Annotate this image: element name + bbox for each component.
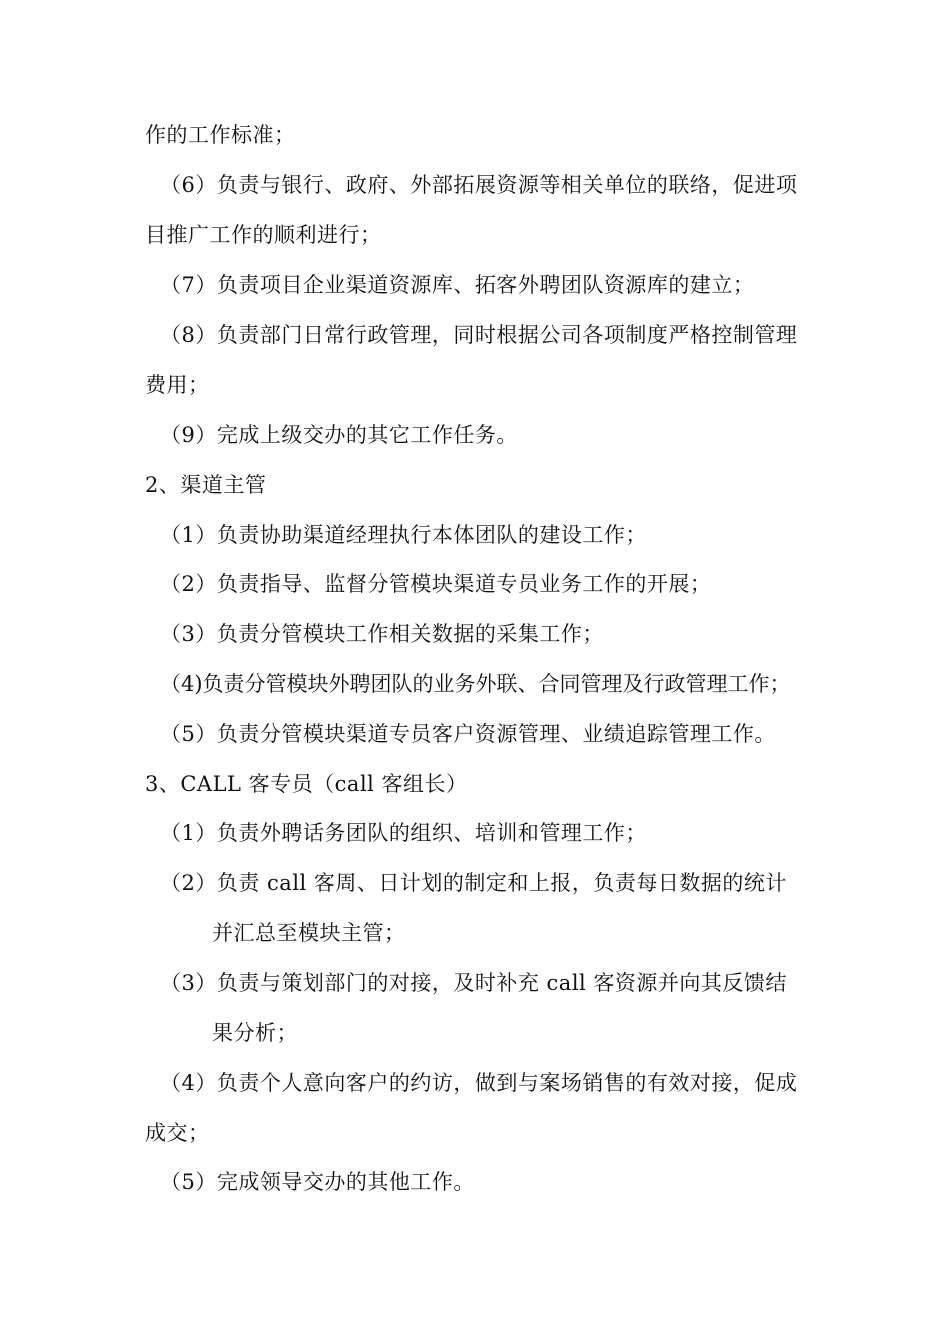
- text-line: （2）负责 call 客周、日计划的制定和上报，负责每日数据的统计: [160, 871, 787, 895]
- section-heading: 2、渠道主管: [145, 473, 267, 497]
- text-line: （4)负责分管模块外聘团队的业务外联、合同管理及行政管理工作；: [160, 672, 791, 696]
- text-line: （3）负责分管模块工作相关数据的采集工作；: [160, 622, 604, 646]
- text-line: 并汇总至模块主管；: [212, 921, 406, 945]
- text-line: （4）负责个人意向客户的约访，做到与案场销售的有效对接，促成: [160, 1071, 798, 1095]
- text-line: （7）负责项目企业渠道资源库、拓客外聘团队资源库的建立；: [160, 273, 755, 297]
- text-line: 目推广工作的顺利进行；: [145, 223, 382, 247]
- text-line: （1）负责协助渠道经理执行本体团队的建设工作；: [160, 523, 647, 547]
- text-line: （5）完成领导交办的其他工作。: [160, 1170, 475, 1194]
- text-line: （8）负责部门日常行政管理，同时根据公司各项制度严格控制管理: [160, 323, 798, 347]
- text-line: 果分析；: [212, 1021, 298, 1045]
- text-line: （5）负责分管模块渠道专员客户资源管理、业绩追踪管理工作。: [160, 722, 776, 746]
- text-line: （2）负责指导、监督分管模块渠道专员业务工作的开展；: [160, 572, 712, 596]
- section-heading: 3、CALL 客专员（call 客组长）: [145, 772, 468, 796]
- text-line: （3）负责与策划部门的对接，及时补充 call 客资源并向其反馈结: [160, 971, 787, 995]
- text-line: （1）负责外聘话务团队的组织、培训和管理工作；: [160, 821, 647, 845]
- text-line: 成交；: [145, 1121, 210, 1145]
- text-line: 费用；: [145, 373, 210, 397]
- text-line: （6）负责与银行、政府、外部拓展资源等相关单位的联络，促进项: [160, 173, 798, 197]
- text-line: 作的工作标准；: [145, 123, 296, 147]
- text-line: （9）完成上级交办的其它工作任务。: [160, 423, 518, 447]
